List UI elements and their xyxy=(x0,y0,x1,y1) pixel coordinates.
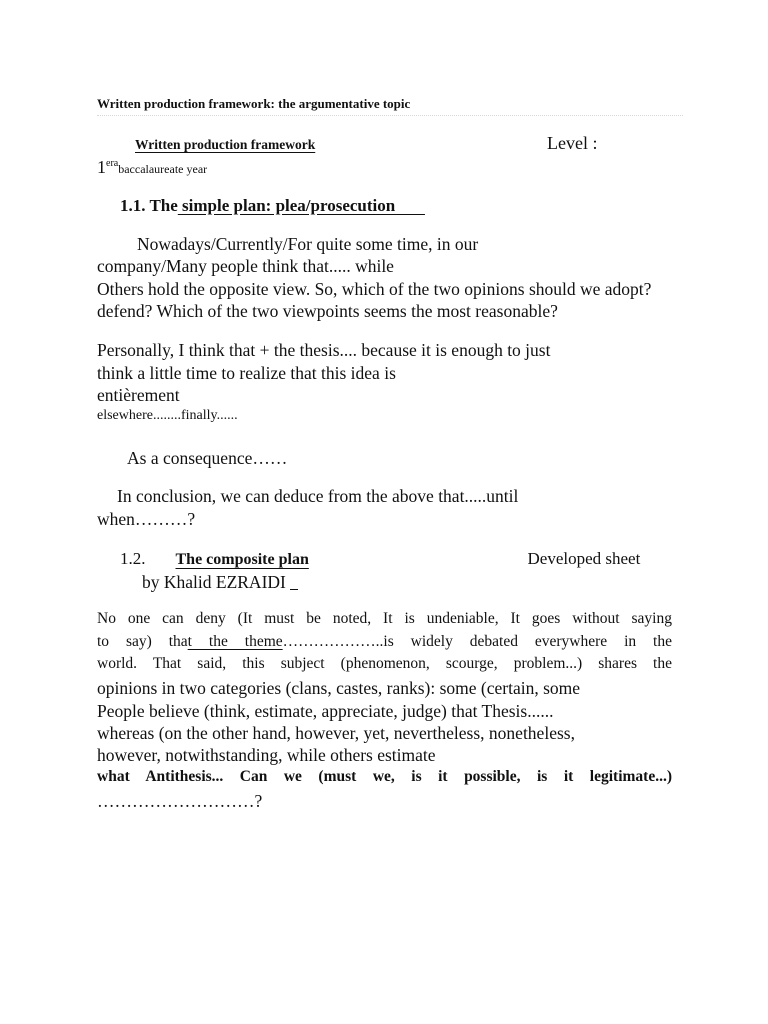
para-line-2-theme: t the theme xyxy=(187,633,283,650)
intro-line-1: Nowadays/Currently/For quite some time, in our xyxy=(137,234,479,254)
section-1-1-number: 1.1. The xyxy=(120,196,178,215)
thesis-line-2: think a little time to realize that this idea is xyxy=(97,363,396,383)
composite-para-line-7: however, notwithstanding, while others estimate xyxy=(97,745,436,765)
author-dash xyxy=(290,575,298,590)
thesis-line-1: Personally, I think that + the thesis.... because it is enough to just xyxy=(97,340,551,360)
year-superscript: era xyxy=(106,158,119,169)
conclusion-line-1: In conclusion, we can deduce from the above that.....until xyxy=(117,486,519,506)
year-number: 1 xyxy=(97,157,106,177)
section-1-1-heading xyxy=(120,196,425,216)
composite-para-line-1: No one can deny (It must be noted, It is undeniable, It goes without saying xyxy=(97,610,672,627)
author-name: by Khalid EZRAIDI xyxy=(142,572,286,592)
section-1-2-suffix: Developed sheet xyxy=(527,549,641,568)
transitions-line: elsewhere........finally...... xyxy=(97,408,238,423)
composite-para-line-2 xyxy=(97,633,672,651)
composite-para-line-6: whereas (on the other hand, however, yet, nevertheless, nonetheless, xyxy=(97,723,575,743)
intro-line-2: company/Many people think that..... while xyxy=(97,256,394,276)
composite-para-line-4: opinions in two categories (clans, castes, ranks): some (certain, some xyxy=(97,678,581,698)
header-divider xyxy=(97,115,683,116)
intro-line-4: defend? Which of the two viewpoints seems the most reasonable? xyxy=(97,301,558,321)
year-text: baccalaureate year xyxy=(118,162,208,176)
para-line-2-prefix: to say) tha xyxy=(97,633,188,650)
conclusion-line-2: when………? xyxy=(97,509,196,529)
intro-line-3: Others hold the opposite view. So, which of the two opinions should we adopt? xyxy=(97,279,652,299)
composite-bold-line: what Antithesis... Can we (must we, is it possible, is it legitimate...) xyxy=(97,768,672,785)
section-1-2-number: 1.2. xyxy=(120,549,146,568)
composite-final-line: ………………………? xyxy=(97,791,263,811)
composite-para-line-5: People believe (think, estimate, appreciate, judge) that Thesis...... xyxy=(97,701,554,721)
thesis-line-3: entièrement xyxy=(97,385,180,405)
year-line xyxy=(97,157,207,178)
composite-para-line-3: world. That said, this subject (phenomenon, scourge, problem...) shares the xyxy=(97,655,672,672)
consequence-line: As a consequence…… xyxy=(127,448,288,468)
level-label: Level : xyxy=(547,133,598,153)
section-1-2-title: The composite plan xyxy=(175,551,309,568)
section-1-1-title: simple plan: plea/prosecution xyxy=(177,196,425,215)
framework-label-line xyxy=(97,137,315,153)
para-line-2-suffix: ………………..is widely debated everywhere in the xyxy=(282,633,672,650)
section-1-2-heading xyxy=(120,549,640,569)
framework-label: Written production framework xyxy=(135,137,316,152)
document-header-title: Written production framework: the argumentative topic xyxy=(97,96,411,111)
author-line xyxy=(142,572,298,593)
